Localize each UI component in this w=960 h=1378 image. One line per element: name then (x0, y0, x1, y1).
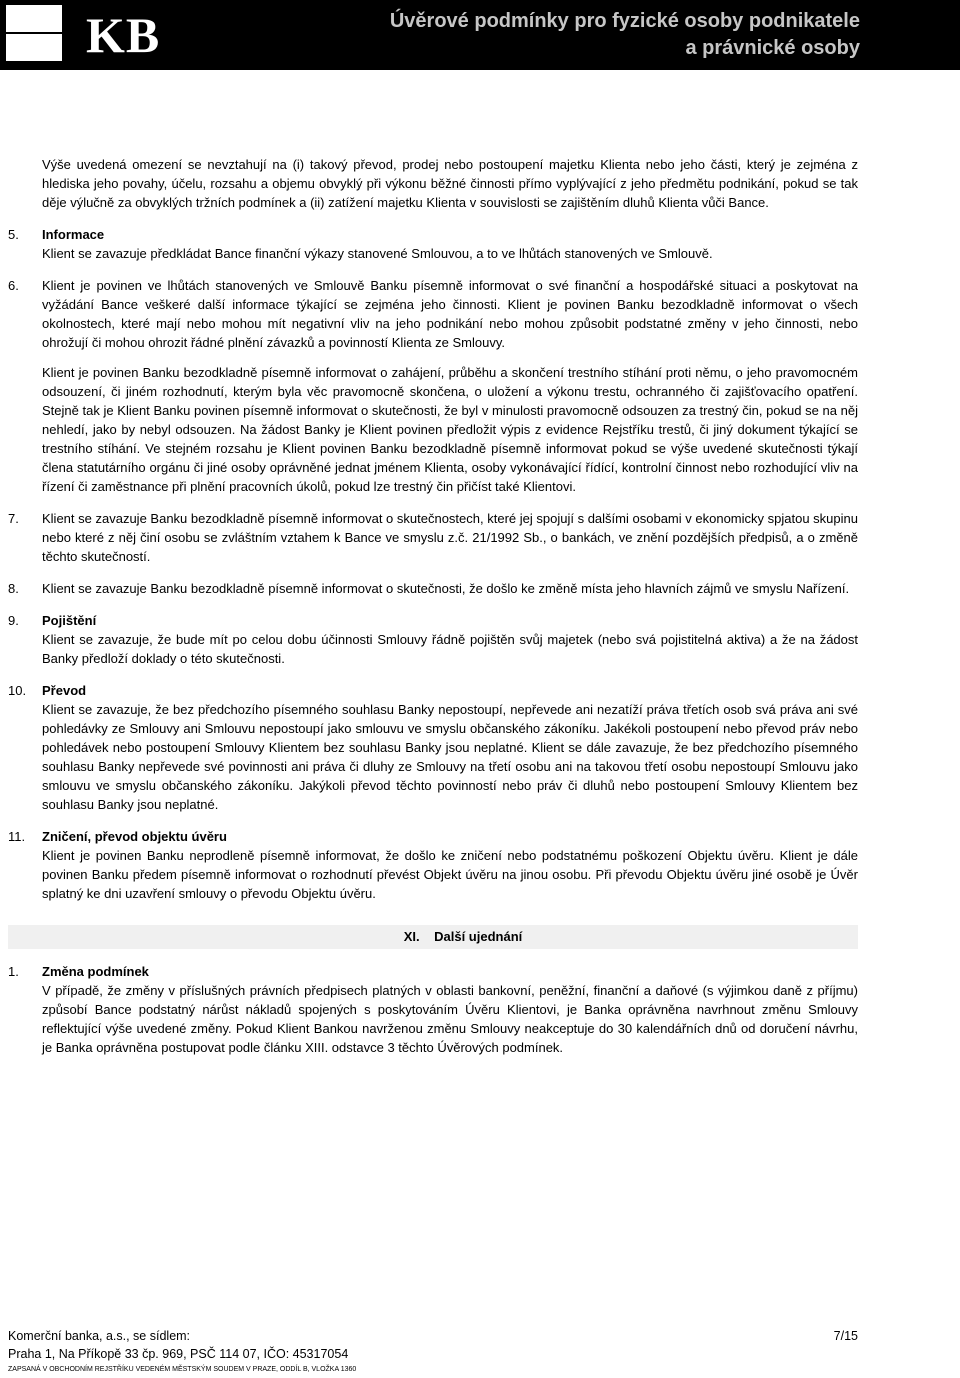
clause-paragraph: Klient je povinen Banku bezodkladně písemně informovat o zahájení, průběhu a skončení trestního stíhání proti němu, o jeho pravomocném odsouzení, či jiném rozhodnutí, kterým byla věc pravomocně skončena, o uložení a výkonu trestu, ochranného či zajišťovacího opatření. Stejně tak je Klient Banku povinen písemně informovat o skutečnosti, že byl v minulosti pravomocně odsouzen za trestný čin, pokud se na něj nehledí, jako by nebyl odsouzen. Na žádost Banky je Klient povinen předložit výpis z evidence Rejstříku trestů, či jiný dokument týkající se trestního stíhání. Ve stejném rozsahu je Klient povinen Banku bezodkladně písemně informovat pokud se výše uvedené skutečnosti týkají člena statutárního orgánu či jiné osoby oprávněné jednat jménem Klienta, osoby vykonávající řídící, kontrolní činnost nebo rozhodující vliv na řízení či zaměstnance při plnění pracovních úkolů, pokud lze trestný čin přičíst také Klientovi. (42, 365, 858, 494)
clause-number: 10. (8, 683, 27, 698)
clause-number: 7. (8, 511, 19, 526)
footer-top-row (8, 1327, 858, 1345)
page-number: 7/15 (833, 1329, 858, 1343)
section-number: XI. (403, 929, 420, 944)
clause-number: 6. (8, 278, 19, 293)
section-heading (8, 925, 858, 949)
clause-paragraph: Klient se zavazuje Banku bezodkladně písemně informovat o skutečnostech, které jej spojují s dalšími osobami v ekonomicky spjatou skupinu nebo které z něj činí osobu se zvláštním vztahem k Bance ve smyslu z.č. 21/1992 Sb., o bankách, ve znění pozdějších předpisů, a o změně těchto skutečností. (42, 511, 858, 564)
clause-6 (8, 276, 858, 496)
clause-title: Informace (42, 227, 105, 242)
footer-registration: ZAPSANÁ V OBCHODNÍM REJSTŘÍKU VEDENÉM MĚSTSKÝM SOUDEM V PRAZE, ODDÍL B, VLOŽKA 1360 (8, 1366, 357, 1373)
footer-address: Praha 1, Na Příkopě 33 čp. 969, PSČ 114 07, IČO: 45317054 (8, 1347, 349, 1361)
clause-paragraph: Klient je povinen Banku neprodleně písemně informovat, že došlo ke zničení nebo podstatnému poškození Objektu úvěru. Klient je dále povinen Banku předem písemně informovat o rozhodnutí převést Objekt úvěru na jinou osobu. Při převodu Objektu úvěru jiné osobě je Úvěr splatný ke dni uzavření smlouvy o převodu Objektu úvěru. (42, 848, 858, 901)
clause-11 (8, 827, 858, 903)
page-header (0, 0, 960, 70)
clause-10 (8, 681, 858, 814)
document-body (8, 155, 858, 1057)
clause-paragraph: Klient se zavazuje, že bude mít po celou dobu účinnosti Smlouvy řádně pojištěn svůj majetek (nebo svá pojistitelná aktiva) a že na žádost Banky předloží doklady o této skutečnosti. (42, 632, 858, 666)
clause-title: Změna podmínek (42, 964, 149, 979)
clause-paragraph: Klient se zavazuje předkládat Bance finanční výkazy stanovené Smlouvou, a to ve lhůtách stanovených ve Smlouvě. (42, 246, 713, 261)
clause-number: 9. (8, 613, 19, 628)
document-title-line2: a právnické osoby (685, 37, 860, 59)
footer-company: Komerční banka, a.s., se sídlem: (8, 1329, 191, 1343)
section-clause-1 (8, 962, 858, 1057)
clause-7 (8, 509, 858, 566)
kb-logo-text: KB (86, 7, 161, 63)
section-title: Další ujednání (434, 929, 523, 944)
clause-paragraph: Klient je povinen ve lhůtách stanovených ve Smlouvě Banku písemně informovat o své finanční a hospodářské situaci a poskytovat na vyžádání Bance veškeré další informace týkající se zejména jeho činnosti. Klient je povinen Banku bezodkladně informovat o všech okolnostech, které mají nebo mohou mít negativní vliv na jeho podnikání nebo mohou způsobit podstatné změny v jeho činnosti, nebo ohrožují či mohou ohrozit řádné plnění závazků a povinností Klienta ze Smlouvy. (42, 278, 858, 350)
clause-title: Převod (42, 683, 87, 698)
intro-paragraph: Výše uvedená omezení se nevztahují na (i) takový převod, prodej nebo postoupení majetku Klienta nebo jeho části, který je zejména z hlediska jeho povahy, účelu, rozsahu a objemu obvyklý při výkonu běžné činnosti přímo vyplývající z jeho předmětu podnikání, pokud se tak děje výlučně za obvyklých tržních podmínek a (ii) zatížení majetku Klienta v souvislosti se zajištěním dluhů Klienta vůči Bance. (42, 157, 858, 210)
kb-logo-mark (6, 5, 62, 61)
clause-9 (8, 611, 858, 668)
clause-number: 1. (8, 964, 19, 979)
clause-paragraph: V případě, že změny v příslušných právních předpisech platných v oblasti bankovní, peněžní, finanční a daňové (s výjimkou daně z příjmu) způsobí Bance podstatný nárůst nákladů spojených s poskytováním Úvěru Klientovi, je Banka oprávněna navrhnout změnu Smlouvy reflektující výše uvedené změny. Pokud Klient Bankou navrženou změnu Smlouvy neakceptuje do 30 kalendářních dnů od doručení návrhu, je Banka oprávněna postupovat podle článku XIII. odstavce 3 těchto Úvěrových podmínek. (42, 983, 858, 1055)
clause-5 (8, 225, 858, 263)
clause-title: Zničení, převod objektu úvěru (42, 829, 227, 844)
page-footer (8, 1327, 858, 1374)
clause-paragraph: Klient se zavazuje Banku bezodkladně písemně informovat o skutečnosti, že došlo ke změně místa jeho hlavních zájmů ve smyslu Nařízení. (42, 581, 850, 596)
clause-title: Pojištění (42, 613, 97, 628)
clause-8 (8, 579, 858, 598)
clause-number: 11. (8, 829, 26, 844)
clause-paragraph: Klient se zavazuje, že bez předchozího písemného souhlasu Banky nepostoupí, nepřevede ani nezatíží práva třetích osob svá práva ani své pohledávky ze Smlouvy ani Smlouvu nepostoupí jako smlouvu ve smyslu občanského zákoníku. Jakékoli postoupení nebo převod práv nebo pohledávek nebo postoupení Smlouvy Klientem bez souhlasu Banky jsou neplatné. Klient se dále zavazuje, že bez předchozího písemného souhlasu Banky nepřevede své povinnosti ani práva či dluhy ze Smlouvy na třetí osobu ani na takovou třetí osobu nepostoupí Smlouvu jako smlouvu ve smyslu občanského zákoníku. Jakýkoli převod těchto povinností nebo práv či dluhů nebo postoupení Smlouvy Klientem bez souhlasu Banky jsou neplatné. (42, 702, 858, 812)
logo-divider (6, 32, 62, 34)
document-title (260, 8, 860, 62)
clause-number: 8. (8, 581, 19, 596)
clause-number: 5. (8, 227, 19, 242)
document-title-line1: Úvěrové podmínky pro fyzické osoby podnikatele (389, 10, 860, 32)
